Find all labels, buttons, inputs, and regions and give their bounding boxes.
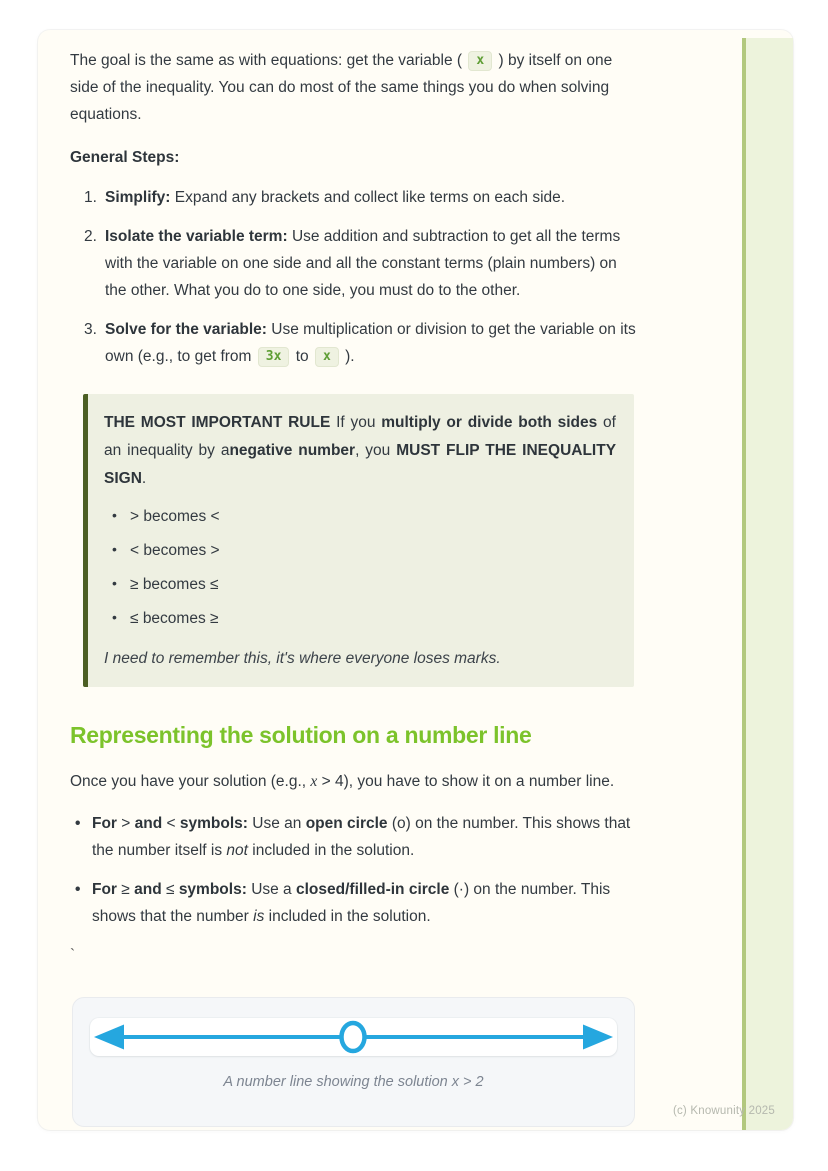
rule-bold: and [134,880,162,898]
rule-text: If you [336,414,376,432]
step-lead: Solve for the variable: [105,321,267,338]
rule-bold: MUST FLIP THE INEQUALITY SIGN [104,442,617,488]
rule-bold: For [92,880,117,898]
rule-text: Use a [251,880,292,898]
swap-item: • ≤ becomes ≥ [112,605,616,632]
section-heading: Representing the solution on a number line [70,721,532,748]
copyright-footer: (c) Knowunity 2025 [672,1105,775,1117]
number-line-strip [90,1018,617,1056]
code-chip-3x: 3x [258,347,290,367]
left-arrow-icon [94,1025,124,1050]
rule-bold: symbols: [179,814,248,832]
step-item-isolate [84,223,642,304]
number-line-figure [72,997,635,1127]
important-rule-callout [83,394,634,686]
rule-text: (·) on the number. This shows that the number [92,880,611,925]
rule-italic: is [253,907,265,925]
circle-rules-list [70,810,642,931]
intro-text-2: ) by itself on one side of the inequality. You can do most of the same things you do when solving equations. [70,52,613,124]
step-text: Expand any brackets and collect like terms on each side. [174,188,566,206]
swap-item: • < becomes > [112,537,616,564]
math-variable: x [310,773,318,791]
code-chip-x: x [315,347,339,367]
intro-text-1: The goal is the same as with equations: get the variable ( [70,52,463,69]
step-text: Use addition and subtraction to get all the terms with the variable on one side and all the constant terms (plain numbers) on the other. What you do to one side, you must do to the other. [105,227,621,299]
step-lead: Simplify: [105,188,171,206]
rule-text: Use an [252,814,302,832]
open-circle-icon [342,1023,365,1051]
step-text: Use multiplication or division to get the variable on its own (e.g., to get from [105,321,636,366]
stray-backtick: ` [70,947,76,965]
swap-item: • > becomes < [112,503,616,530]
rule-text: (o) on the number. This shows that the number itself is [92,814,631,859]
variable-x-chip: x [468,51,492,71]
figure-caption: A number line showing the solution x > 2 [223,1074,484,1091]
numberline-intro [70,768,642,795]
general-steps-heading: General Steps: [70,149,180,167]
open-circle-rule [75,810,642,864]
rule-paragraph [104,409,616,493]
rule-text: included in the solution. [268,907,431,925]
step-lead: Isolate the variable term: [105,227,288,245]
rule-text: ≥ [121,880,130,898]
intro-paragraph [70,47,642,128]
rule-bold: multiply or divide both sides [381,414,598,432]
number-line-graphic [90,1018,617,1056]
page-content [70,30,642,1127]
page-edge-decoration-bar [742,38,793,1130]
rule-bold: open circle [305,814,388,832]
rule-text: < [166,814,176,832]
rule-text: included in the solution. [252,841,415,859]
document-page [38,30,793,1130]
nl-intro-text: > 4), you have to show it on a number line. [321,773,615,791]
rule-bold: symbols: [178,880,247,898]
rule-bold: negative number [229,442,356,460]
closed-circle-rule [75,876,642,930]
swap-item: • ≥ becomes ≤ [112,571,616,598]
rule-text: > [121,814,131,832]
rule-italic: not [226,841,248,859]
rule-text: . [141,470,147,488]
step-text: to [295,348,309,366]
rule-text: , you [355,442,391,460]
rule-bold: closed/filled-in circle [296,880,450,898]
sign-swap-list [104,503,616,633]
step-text: ). [345,348,355,366]
general-steps-list [70,184,642,371]
rule-bold: For [92,814,117,832]
step-item-simplify [84,184,642,211]
rule-text: of an inequality by a [104,414,616,460]
step-item-solve [84,316,642,370]
right-arrow-icon [583,1025,613,1050]
rule-bold: THE MOST IMPORTANT RULE [104,414,331,432]
nl-intro-text: Once you have your solution (e.g., [70,773,307,791]
personal-note: I need to remember this, it's where everyone loses marks. [104,650,501,668]
rule-text: ≤ [165,880,175,898]
rule-bold: and [134,814,163,832]
